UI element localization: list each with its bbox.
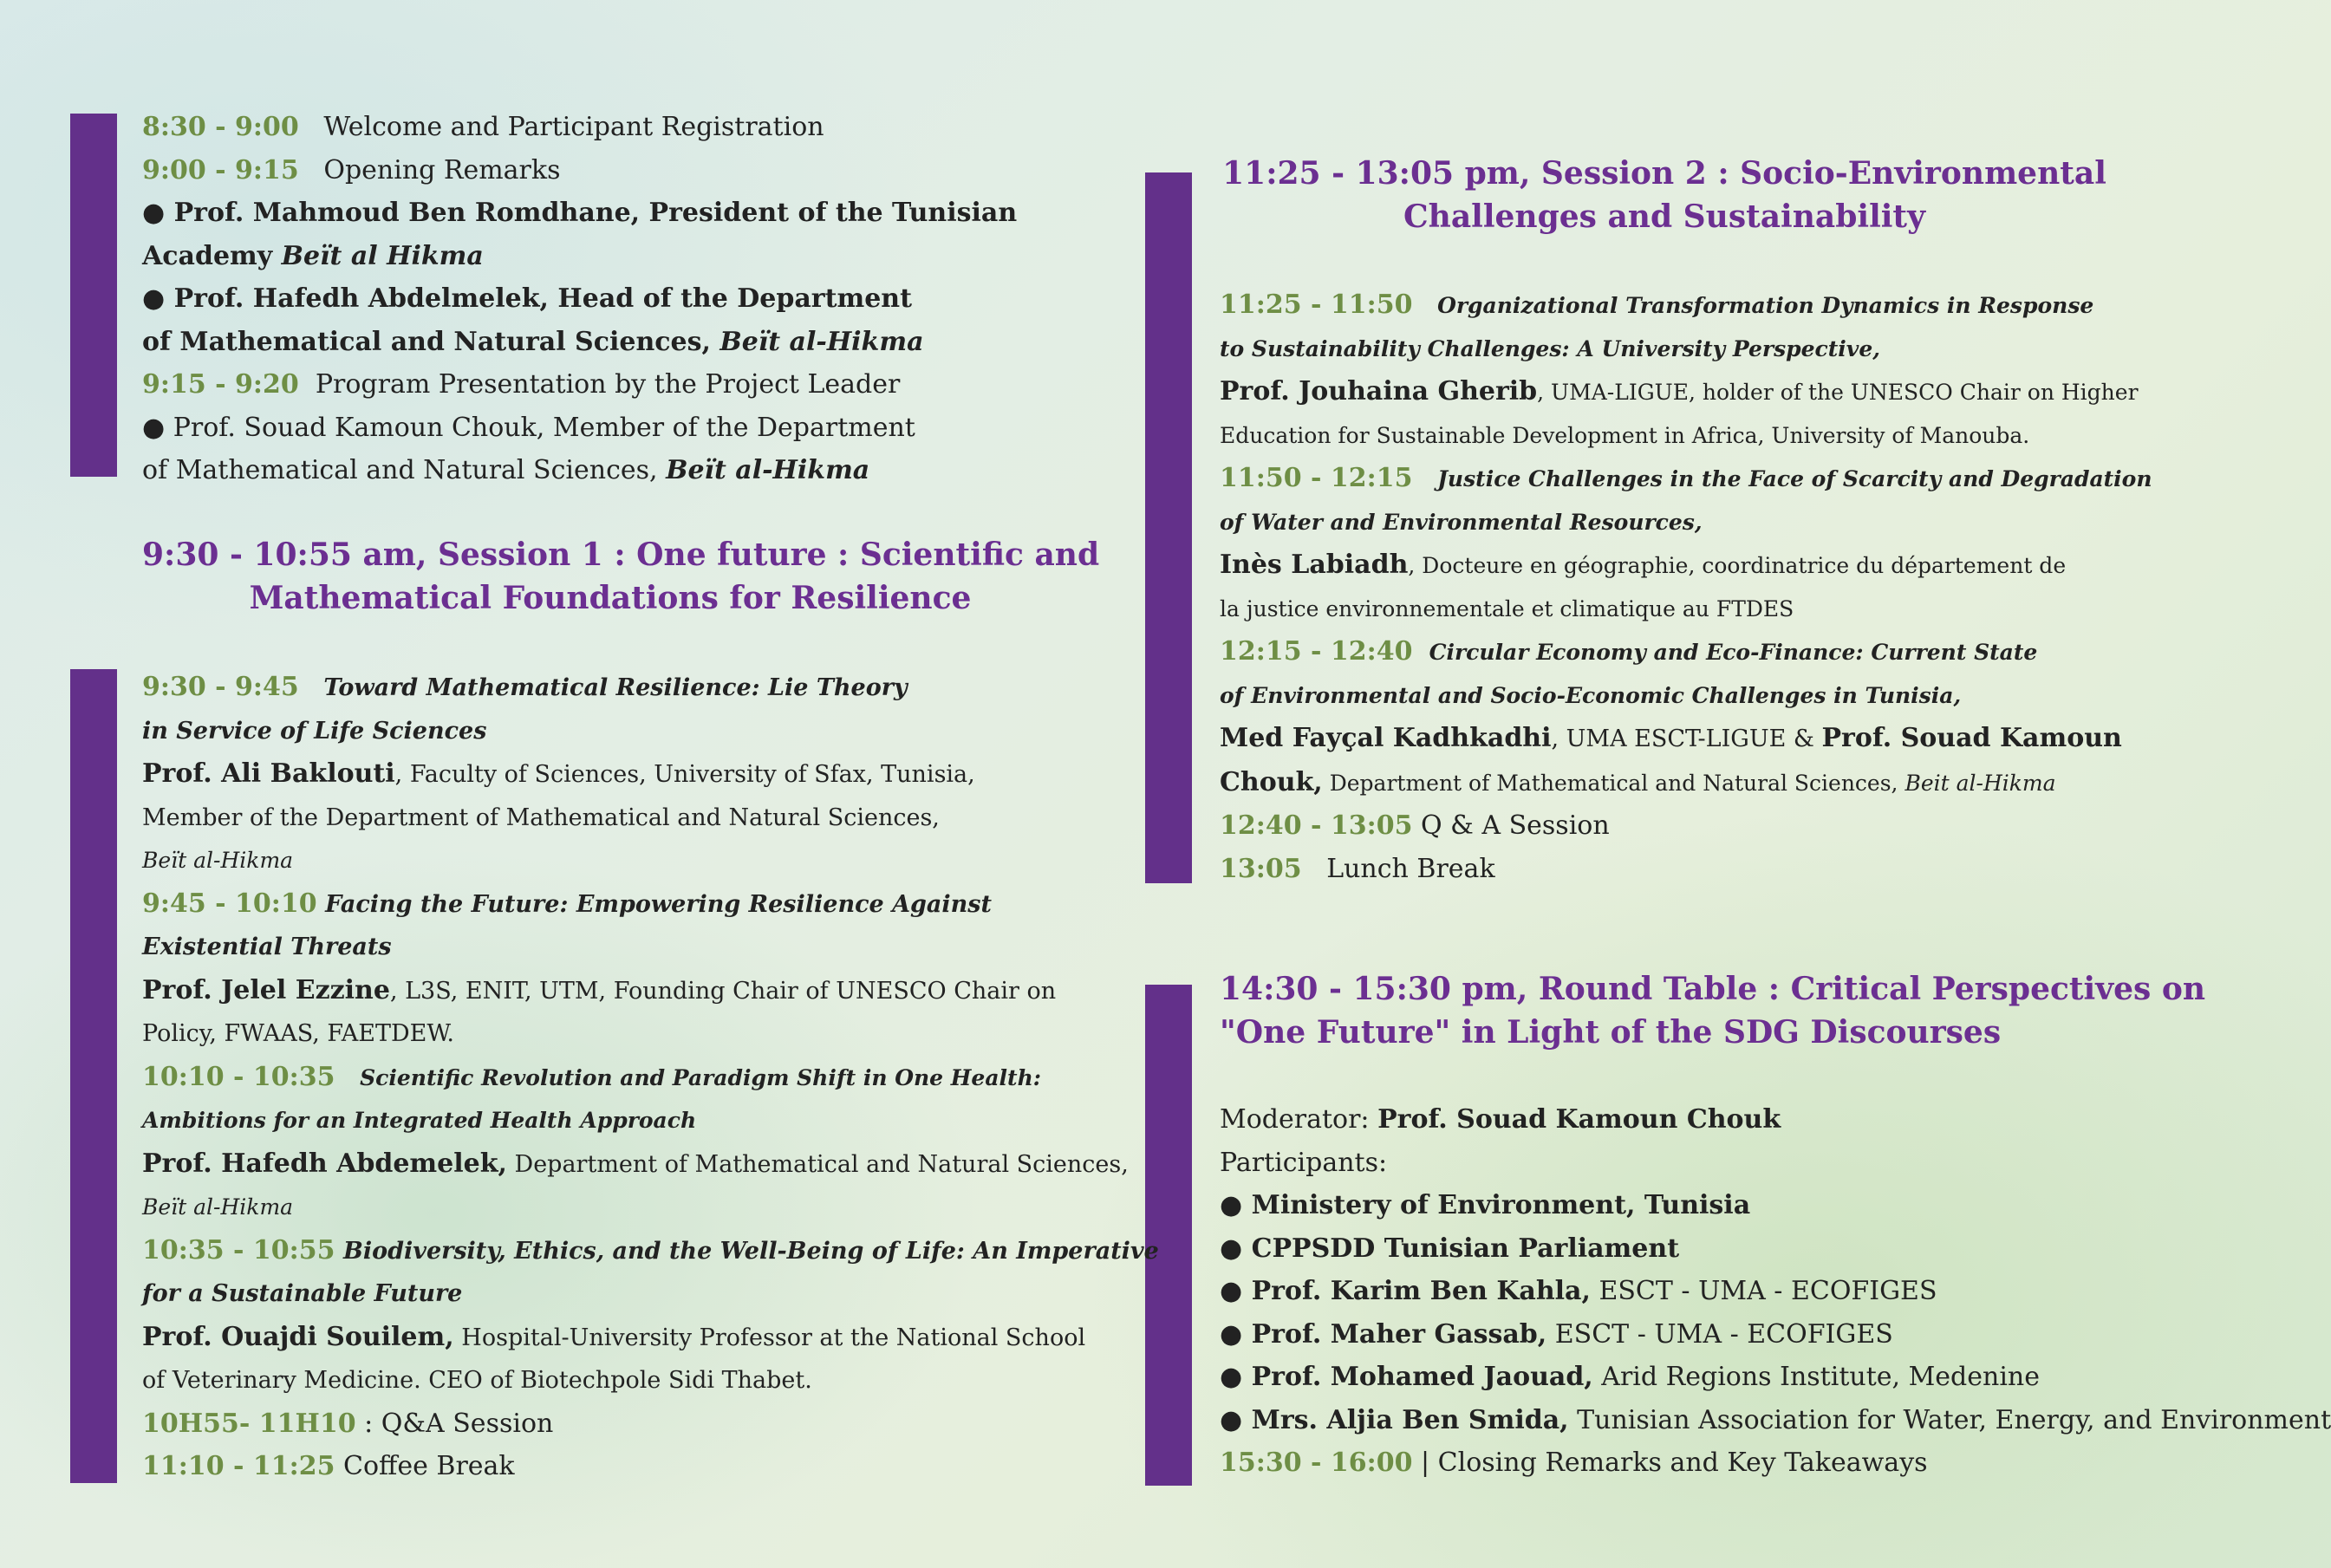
talk-title-line: to Sustainability Challenges: A University Perspective,	[1220, 335, 1880, 361]
time-label: 10:10 - 10:35	[142, 1061, 335, 1092]
time-label: 8:30 - 9:00	[142, 112, 299, 142]
talk-title-line: 9:45 - 10:10 Facing the Future: Empowering Resilience Against	[142, 888, 992, 919]
time-label: 11:50 - 12:15	[1220, 463, 1413, 493]
affiliation-line: Education for Sustainable Development in Africa, University of Manouba.	[1220, 422, 2030, 448]
time-label: 12:15 - 12:40	[1220, 636, 1413, 667]
affiliation-line: Beït al-Hikma	[142, 848, 294, 873]
participant-item	[1220, 1356, 2331, 1399]
talk-title-line: in Service of Life Sciences	[142, 717, 487, 745]
agenda-line	[142, 363, 1017, 407]
talk-title-line: Ambitions for an Integrated Health Approach	[142, 1108, 697, 1133]
talk-title-line: 12:15 - 12:40 Circular Economy and Eco-Finance: Current State	[1220, 636, 2038, 667]
speaker-line: of Mathematical and Natural Sciences, Beït al-Hikma	[142, 455, 870, 485]
talk-title-line: 11:25 - 11:50 Organizational Transformation Dynamics in Response	[1220, 290, 2094, 320]
affiliation-line: of Veterinary Medicine. CEO of Biotechpole Sidi Thabet.	[142, 1367, 812, 1394]
roundtable-title: 14:30 - 15:30 pm, Round Table : Critical Perspectives on "One Future" in Light of the SDG Discourses	[1220, 971, 2206, 1051]
agenda-text: Opening Remarks	[323, 154, 561, 185]
participant-item	[1220, 1399, 2331, 1442]
participant-name: ● Mrs. Aljia Ben Smida,	[1220, 1404, 1569, 1435]
time-label: 10:35 - 10:55	[142, 1234, 335, 1265]
time-label: 9:30 - 9:45	[142, 672, 299, 702]
agenda-line: 15:30 - 16:00 | Closing Remarks and Key Takeaways	[1220, 1448, 1928, 1478]
talk-title-line: of Water and Environmental Resources,	[1220, 509, 1703, 535]
roundtable-block	[1220, 1098, 2331, 1485]
speaker-line: Chouk, Department of Mathematical and Natural Sciences, Beit al-Hikma	[1220, 766, 2056, 797]
time-label: 13:05	[1220, 853, 1302, 884]
agenda-line	[142, 106, 1017, 149]
time-label: 11:10 - 11:25	[142, 1451, 335, 1481]
session1-title: 9:30 - 10:55 am, Session 1 : One future : Scientific and Mathematical Foundations for Resilience	[142, 537, 1100, 616]
talk-title-line: 10:10 - 10:35 Scientific Revolution and Paradigm Shift in One Health:	[142, 1061, 1041, 1092]
talk-title-line: 11:50 - 12:15 Justice Challenges in the Face of Scarcity and Degradation	[1220, 463, 2152, 493]
speaker-line: Med Fayçal Kadhkadhi, UMA ESCT-LIGUE & Prof. Souad Kamoun	[1220, 723, 2122, 753]
speaker-line: ● Prof. Mahmoud Ben Romdhane, President of the Tunisian	[142, 198, 1018, 228]
session2-block	[1220, 283, 2152, 890]
speaker-line: Inès Labiadh, Docteure en géographie, coordinatrice du département de	[1220, 550, 2067, 580]
speaker-line: ● Prof. Souad Kamoun Chouk, Member of the Department	[142, 412, 915, 443]
affiliation-line: Beït al-Hikma	[142, 1194, 294, 1220]
participants-list	[1220, 1184, 2331, 1441]
opening-block	[142, 106, 1017, 492]
agenda-line	[142, 149, 1017, 192]
talk-title-line: Existential Threats	[142, 934, 392, 960]
participant-item	[1220, 1270, 2331, 1313]
agenda-line: 12:40 - 13:05 Q & A Session	[1220, 810, 1610, 841]
speaker-line: ● Prof. Hafedh Abdelmelek, Head of the Department	[142, 283, 912, 314]
agenda-text: Program Presentation by the Project Leader	[315, 369, 901, 400]
speaker-line: Academy Beït al Hikma	[142, 240, 484, 271]
time-label: 11:25 - 11:50	[1220, 290, 1413, 320]
opening-accent-bar	[70, 114, 117, 477]
talk-title-line: for a Sustainable Future	[142, 1280, 463, 1307]
session2-title: 11:25 - 13:05 pm, Session 2 : Socio-Environmental Challenges and Sustainability	[1222, 155, 2106, 235]
moderator-line: Moderator: Prof. Souad Kamoun Chouk	[1220, 1104, 1781, 1135]
participant-name: ● Prof. Mohamed Jaouad,	[1220, 1362, 1593, 1392]
speaker-line: Prof. Jelel Ezzine, L3S, ENIT, UTM, Founding Chair of UNESCO Chair on	[142, 974, 1057, 1005]
speaker-line: of Mathematical and Natural Sciences, Beït al-Hikma	[142, 326, 924, 357]
time-label: 9:00 - 9:15	[142, 154, 299, 185]
time-label: 15:30 - 16:00	[1220, 1448, 1413, 1478]
talk-title-line: 10:35 - 10:55 Biodiversity, Ethics, and the Well-Being of Life: An Imperative	[142, 1234, 1159, 1265]
participant-name: ● Prof. Maher Gassab,	[1220, 1318, 1547, 1350]
speaker-line: Prof. Jouhaina Gherib, UMA-LIGUE, holder of the UNESCO Chair on Higher	[1220, 376, 2139, 407]
talk-title-line: 9:30 - 9:45 Toward Mathematical Resilience: Lie Theory	[142, 672, 908, 702]
participants-label: Participants:	[1220, 1147, 1388, 1178]
talk-title-line: of Environmental and Socio-Economic Challenges in Tunisia,	[1220, 682, 1962, 708]
session1-accent-bar	[70, 669, 117, 1483]
participant-affiliation: ESCT - UMA - ECOFIGES	[1546, 1318, 1893, 1350]
speaker-line: Prof. Ali Baklouti, Faculty of Sciences, University of Sfax, Tunisia,	[142, 758, 975, 789]
time-label: 10H55- 11H10	[142, 1408, 356, 1439]
affiliation-line: la justice environnementale et climatique au FTDES	[1220, 595, 1794, 621]
participant-affiliation: Tunisian Association for Water, Energy, and Environment	[1568, 1404, 2331, 1435]
participant-name: ● Prof. Karim Ben Kahla,	[1220, 1276, 1591, 1306]
time-label: 9:15 - 9:20	[142, 369, 299, 400]
agenda-line: 10H55- 11H10 : Q&A Session	[142, 1408, 554, 1439]
affiliation-line: Policy, FWAAS, FAETDEW.	[142, 1020, 454, 1047]
time-label: 12:40 - 13:05	[1220, 810, 1413, 841]
participant-item	[1220, 1184, 2331, 1227]
agenda-line: 11:10 - 11:25 Coffee Break	[142, 1451, 515, 1481]
participant-affiliation: ESCT - UMA - ECOFIGES	[1590, 1276, 1937, 1306]
time-label: 9:45 - 10:10	[142, 888, 317, 919]
participant-item	[1220, 1313, 2331, 1357]
agenda-line: 13:05 Lunch Break	[1220, 853, 1495, 884]
session1-block	[142, 666, 1159, 1488]
agenda-text: Welcome and Participant Registration	[323, 112, 824, 142]
speaker-line: Prof. Hafedh Abdemelek, Department of Mathematical and Natural Sciences,	[142, 1148, 1129, 1179]
participant-affiliation: Arid Regions Institute, Medenine	[1592, 1362, 2040, 1392]
participant-item	[1220, 1227, 2331, 1271]
participant-name: ● CPPSDD Tunisian Parliament	[1220, 1233, 1680, 1264]
speaker-line: Prof. Ouajdi Souilem, Hospital-University Professor at the National School	[142, 1321, 1086, 1352]
affiliation-line: Member of the Department of Mathematical and Natural Sciences,	[142, 804, 940, 831]
participant-name: ● Ministery of Environment, Tunisia	[1220, 1190, 1751, 1220]
